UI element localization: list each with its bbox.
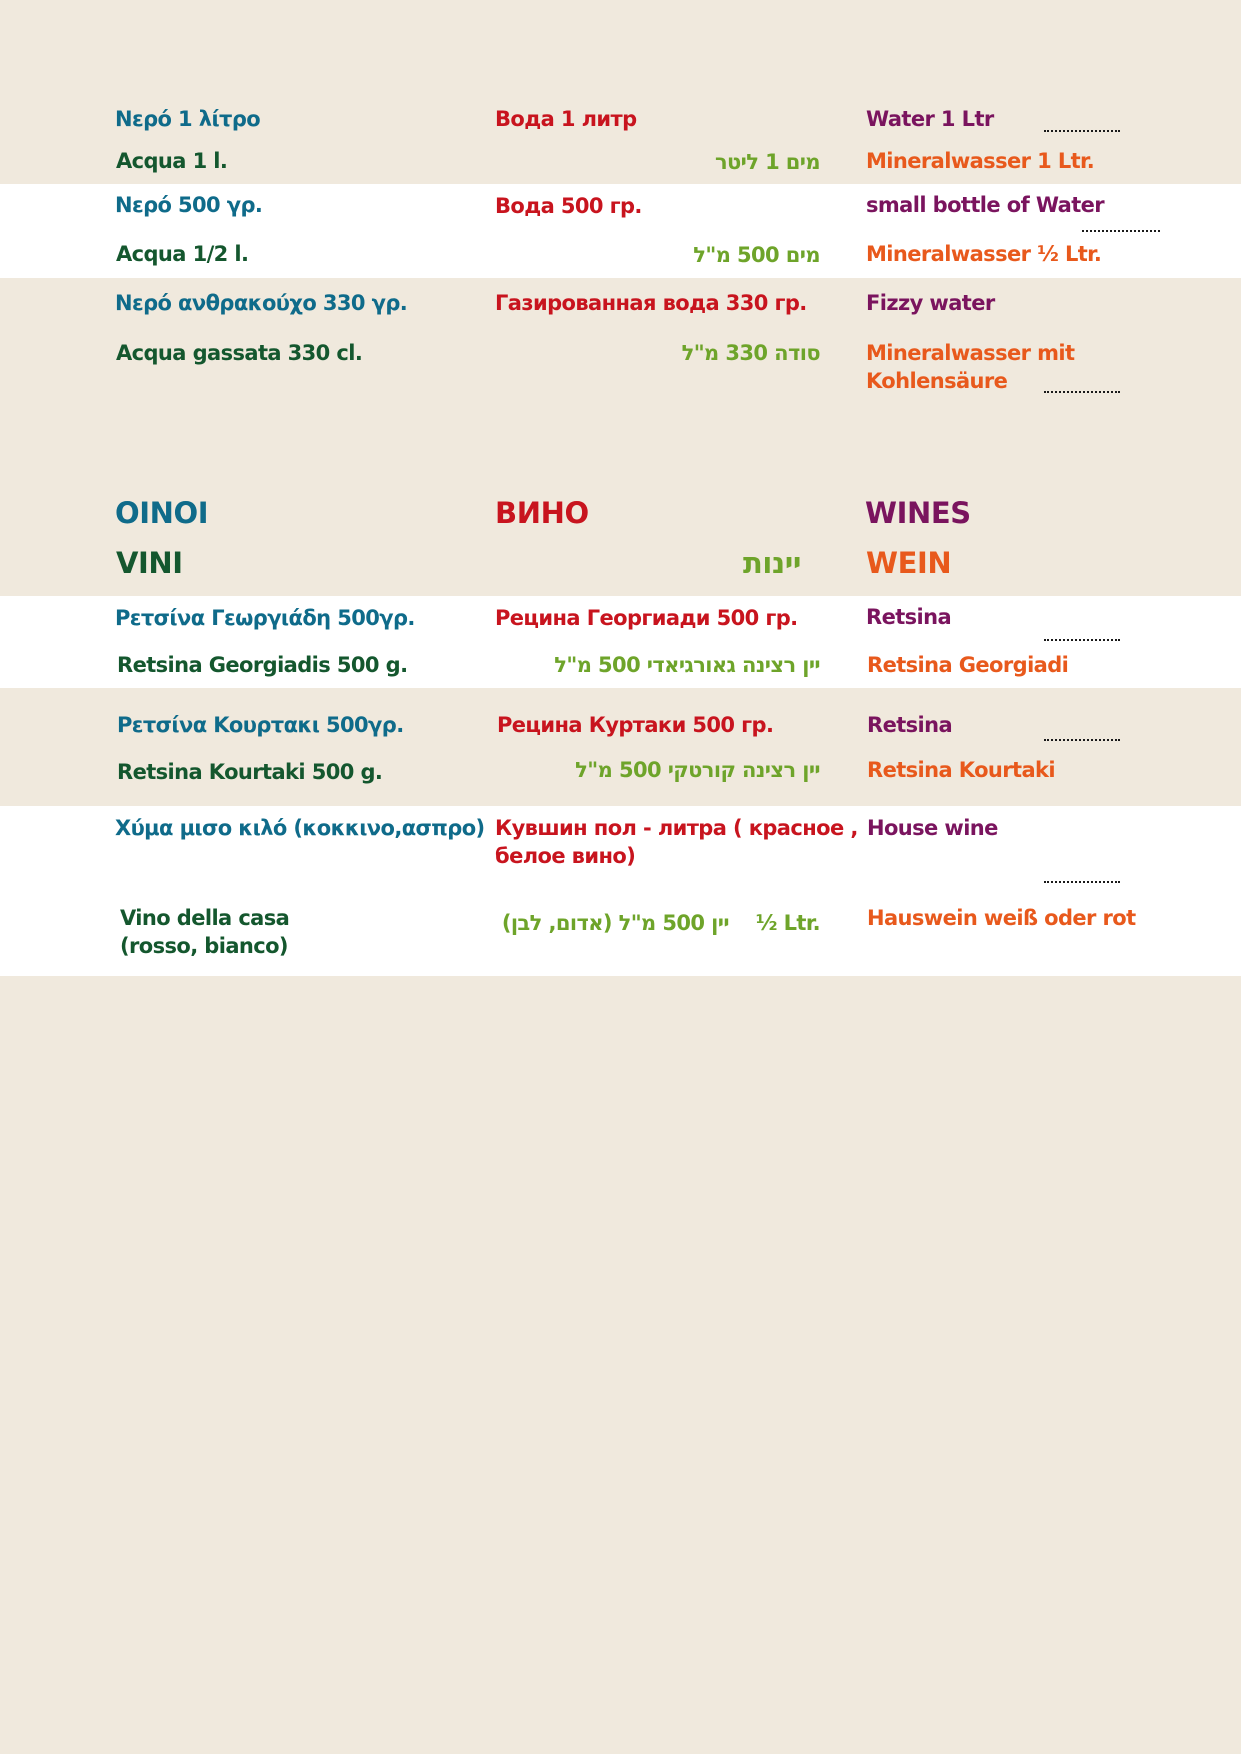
water-500-german: Mineralwasser ½ Ltr. xyxy=(866,242,1102,266)
retsina-kourtaki-greek: Ρετσίνα Κουρτακι 500γρ. xyxy=(117,713,404,737)
price-dots xyxy=(1044,881,1120,883)
fizzy-water-italian: Acqua gassata 330 cl. xyxy=(116,341,363,365)
house-wine-greek: Χύμα μισο κιλό (κοκκινο,ασπρο) xyxy=(115,816,485,840)
retsina-georgiadis-hebrew: יין רצינה גאורגיאדי 500 מ"ל xyxy=(554,653,820,677)
retsina-georgiadis-german: Retsina Georgiadi xyxy=(867,653,1069,677)
water-1l-german: Mineralwasser 1 Ltr. xyxy=(866,149,1095,173)
water-1l-greek: Νερό 1 λίτρο xyxy=(115,107,261,131)
house-wine-russian-line2: белое вино) xyxy=(495,844,636,868)
water-1l-italian: Acqua 1 l. xyxy=(116,149,228,173)
water-500-english: small bottle of Water xyxy=(866,193,1105,217)
fizzy-water-german-line1: Mineralwasser mit xyxy=(866,341,1075,365)
water-1l-hebrew: מים 1 ליטר xyxy=(714,150,820,174)
wines-heading-greek: ΟΙΝΟΙ xyxy=(115,496,209,530)
house-wine-half-liter: ½ Ltr. xyxy=(755,911,820,935)
fizzy-water-greek: Νερό ανθρακούχο 330 γρ. xyxy=(115,291,408,315)
water-500-italian: Acqua 1/2 l. xyxy=(116,242,249,266)
water-1l-russian: Вода 1 литр xyxy=(495,107,637,131)
retsina-kourtaki-english: Retsina xyxy=(867,713,953,737)
retsina-georgiadis-italian: Retsina Georgiadis 500 g. xyxy=(117,653,408,677)
water-500-greek: Νερό 500 γρ. xyxy=(115,193,263,217)
wines-heading-hebrew: יינות xyxy=(743,546,801,580)
price-dots xyxy=(1044,130,1120,132)
retsina-georgiadis-english: Retsina xyxy=(866,605,952,629)
house-wine-italian-line1: Vino della casa xyxy=(120,906,290,930)
house-wine-russian-line1: Кувшин пол - литра ( красное , xyxy=(495,816,858,840)
price-dots xyxy=(1082,230,1160,232)
price-dots xyxy=(1044,639,1120,641)
water-500-hebrew: מים 500 מ"ל xyxy=(693,243,820,267)
fizzy-water-german-line2: Kohlensäure xyxy=(866,369,1008,393)
wines-heading-italian: VINI xyxy=(116,546,183,580)
house-wine-italian-line2: (rosso, bianco) xyxy=(120,934,288,958)
house-wine-hebrew-text: יין 500 מ"ל (אדום, לבן) xyxy=(501,911,729,935)
retsina-kourtaki-russian: Рецина Куртаки 500 гр. xyxy=(497,713,774,737)
water-500-russian: Вода 500 гр. xyxy=(495,194,642,218)
retsina-kourtaki-italian: Retsina Kourtaki 500 g. xyxy=(117,760,383,784)
wines-heading-german: WEIN xyxy=(866,546,952,580)
fizzy-water-english: Fizzy water xyxy=(866,291,995,315)
water-1l-english: Water 1 Ltr xyxy=(866,107,994,131)
retsina-kourtaki-german: Retsina Kourtaki xyxy=(867,758,1055,782)
retsina-kourtaki-hebrew: יין רצינה קורטקי 500 מ"ל xyxy=(575,758,820,782)
fizzy-water-russian: Газированная вода 330 гр. xyxy=(495,291,807,315)
wines-heading-english: WINES xyxy=(865,496,971,530)
house-wine-german: Hauswein weiß oder rot xyxy=(867,906,1136,930)
price-dots xyxy=(1044,391,1120,393)
retsina-georgiadis-greek: Ρετσίνα Γεωργιάδη 500γρ. xyxy=(115,606,415,630)
fizzy-water-hebrew: סודה 330 מ"ל xyxy=(681,341,820,365)
wines-heading-russian: ВИНО xyxy=(495,496,589,530)
retsina-georgiadis-russian: Рецина Георгиади 500 гр. xyxy=(495,606,798,630)
price-dots xyxy=(1044,739,1120,741)
house-wine-hebrew xyxy=(502,909,820,937)
house-wine-english: House wine xyxy=(867,816,998,840)
